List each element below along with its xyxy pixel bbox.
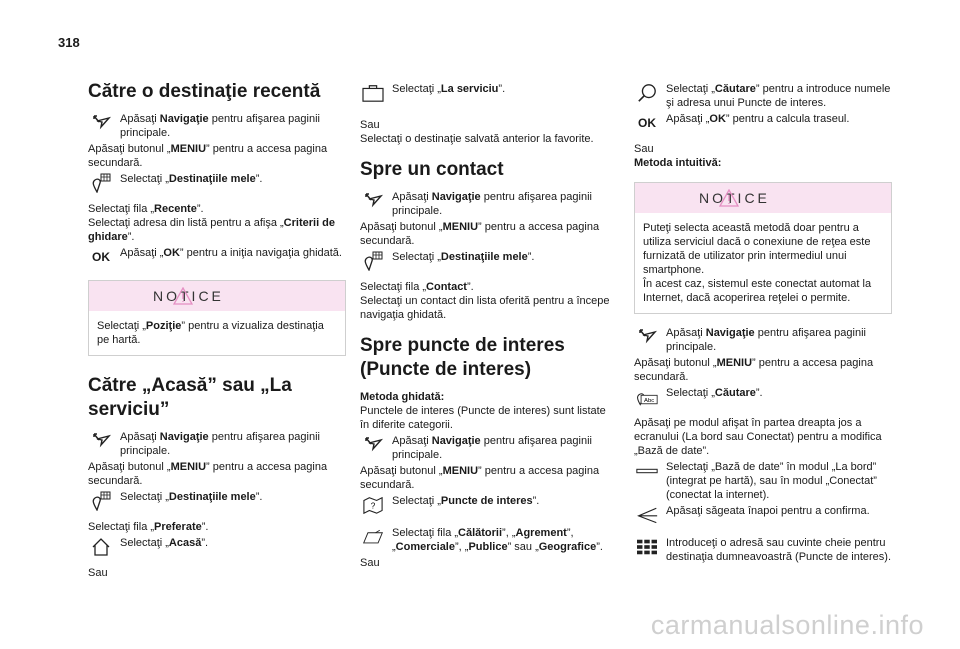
text-menu-4: Apăsaţi butonul „MENIU” pentru a accesa pagina secundară. xyxy=(360,465,600,491)
step-ok: OK Apăsaţi „OK” pentru a iniţia navigaţia ghidată. xyxy=(88,246,346,268)
text-favorites-tab: Selectaţi fila „Preferate”. xyxy=(88,521,209,533)
notice-box-2 xyxy=(634,182,892,314)
text-intuitive-method: Metoda intuitivă: xyxy=(634,157,722,169)
text-menu: Apăsaţi butonul „MENIU” pentru a accesa pagina secundară. xyxy=(88,143,328,169)
text-or: Sau xyxy=(360,119,380,131)
notice-box xyxy=(88,280,346,356)
text-menu-5: Apăsaţi butonul „MENIU” pentru a accesa pagina secundară. xyxy=(634,357,874,383)
map-search-icon xyxy=(634,386,660,408)
navigation-icon xyxy=(360,434,386,456)
text-or: Sau xyxy=(88,567,108,579)
notice-title: NOTICE xyxy=(699,190,770,206)
heading-poi: Spre puncte de interes (Puncte de interes) xyxy=(360,335,565,380)
map-pin-icon xyxy=(88,490,114,512)
column-2 xyxy=(360,80,618,570)
step-work: Selectaţi „La serviciu”. xyxy=(360,82,618,110)
text-recent-tab: Selectaţi fila „Recente”. xyxy=(88,203,204,215)
text-poi-categories: Punctele de interes (Puncte de interes) sunt listate în diferite categorii. xyxy=(360,405,606,431)
heading-recent-destination: Către o destinaţie recentă xyxy=(88,81,321,102)
warning-icon xyxy=(173,287,193,305)
page-number: 318 xyxy=(58,35,80,50)
svg-text:Abc: Abc xyxy=(644,398,655,405)
step-poi: ? Selectaţi „Puncte de interes”. xyxy=(360,494,618,516)
tab-icon xyxy=(360,526,386,548)
step-back: Apăsaţi săgeata înapoi pentru a confirma. xyxy=(634,504,892,526)
ok-icon: OK xyxy=(638,116,656,130)
step-categories: Selectaţi fila „Călătorii”, „Agrement”, „Comerciale”, „Publice” sau „Geografice”. xyxy=(360,526,618,554)
step-navigation: Apăsaţi Navigaţie pentru afişarea paginii principale. xyxy=(88,112,346,140)
warning-icon xyxy=(719,189,739,207)
step-home: Selectaţi „Acasă”. xyxy=(88,536,346,558)
column-3 xyxy=(634,80,892,566)
heading-home-work: Către „Acasă” sau „La serviciu” xyxy=(88,375,292,420)
home-icon xyxy=(88,536,114,558)
step-my-destinations-3: Selectaţi „Destinaţiile mele”. xyxy=(360,250,618,272)
text-or-2: Sau xyxy=(360,557,380,569)
text-saved-destination: Selectaţi o destinaţie salvată anterior la favorite. xyxy=(360,133,594,145)
step-navigation-3: Apăsaţi Navigaţie pentru afişarea paginii principale. xyxy=(360,190,618,218)
text-or: Sau xyxy=(634,143,654,155)
step-navigation-5: Apăsaţi Navigaţie pentru afişarea paginii principale. xyxy=(634,326,892,354)
step-ok-2: OK Apăsaţi „OK” pentru a calcula traseul. xyxy=(634,112,892,134)
column-1 xyxy=(88,80,346,580)
navigation-icon xyxy=(634,326,660,348)
heading-contact: Spre un contact xyxy=(360,159,504,180)
database-bar-icon xyxy=(634,460,660,482)
navigation-icon xyxy=(88,112,114,134)
navigation-icon xyxy=(88,430,114,452)
step-navigation-4: Apăsaţi Navigaţie pentru afişarea paginii principale. xyxy=(360,434,618,462)
navigation-icon xyxy=(360,190,386,212)
step-search-2: Abc Selectaţi „Căutare”. xyxy=(634,386,892,408)
search-icon xyxy=(634,82,660,104)
briefcase-icon xyxy=(360,82,386,104)
step-database: Selectaţi „Bază de date” în modul „La bord” (integrat pe hartă), sau în modul „Conectat” (conectat la internet). xyxy=(634,460,892,502)
keyboard-icon xyxy=(634,536,660,558)
step-search: Selectaţi „Căutare” pentru a introduce numele şi adresa unui Puncte de interes. xyxy=(634,82,892,110)
text-guided-method: Metoda ghidată: xyxy=(360,391,445,403)
step-keyboard: Introduceţi o adresă sau cuvinte cheie pentru destinaţia dumneavoastră (Puncte de interes). xyxy=(634,536,892,564)
step-navigation-2: Apăsaţi Navigaţie pentru afişarea paginii principale. xyxy=(88,430,346,458)
ok-icon: OK xyxy=(92,250,110,264)
notice-text: Selectaţi „Poziţie” pentru a vizualiza destinaţia pe hartă. xyxy=(97,320,324,346)
text-criteria: Selectaţi adresa din listă pentru a afişa „Criterii de ghidare”. xyxy=(88,217,336,243)
text-mode-switch: Apăsaţi pe modul afişat în partea dreapta jos a ecranului (La bord sau Conectat) pentru a modifica „Bază de date”. xyxy=(634,417,882,457)
map-pin-icon xyxy=(360,250,386,272)
poi-icon xyxy=(360,494,386,516)
watermark: carmanualsonline.info xyxy=(650,610,924,640)
map-pin-icon xyxy=(88,172,114,194)
svg-text:?: ? xyxy=(370,501,376,511)
text-select-contact: Selectaţi un contact din lista oferită pentru a începe navigaţia ghidată. xyxy=(360,295,610,321)
notice-title: NOTICE xyxy=(153,288,224,304)
text-menu-3: Apăsaţi butonul „MENIU” pentru a accesa pagina secundară. xyxy=(360,221,600,247)
step-my-destinations-2: Selectaţi „Destinaţiile mele”. xyxy=(88,490,346,512)
step-my-destinations: Selectaţi „Destinaţiile mele”. xyxy=(88,172,346,194)
text-contact-tab: Selectaţi fila „Contact”. xyxy=(360,281,474,293)
notice-text: Puteţi selecta această metodă doar pentru a utiliza serviciul dacă o conexiune de reţea este furnizată de utilizator prin intermediul unui smartphone. În acest caz, sistemul este conectat automat la Internet, dacă acoperirea reţelei o permite. xyxy=(643,222,872,304)
back-arrow-icon xyxy=(634,504,660,526)
text-menu-2: Apăsaţi butonul „MENIU” pentru a accesa pagina secundară. xyxy=(88,461,328,487)
